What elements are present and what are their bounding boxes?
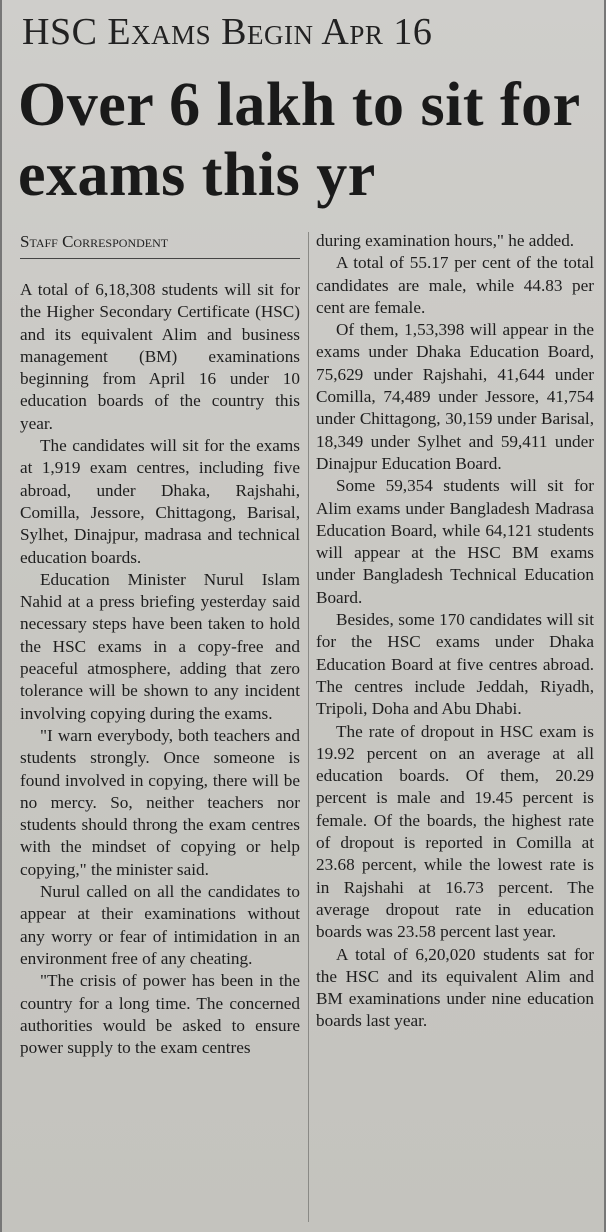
paragraph: A total of 6,20,020 students sat for the HSC and its equivalent Alim and BM examinations under nine education boards last year. — [316, 944, 594, 1031]
paragraph: The rate of dropout in HSC exam is 19.92 percent on an average at all education boards. Of them, 20.29 percent is male and 19.45 percent is female. Of the boards, the highest rate of dropout is reported in Comilla at 23.68 percent, while the lowest rate is in Rajshahi at 16.73 percent. The average dropout rate in education boards was 23.58 percent last year. — [316, 721, 594, 942]
paragraph: during examination hours," he added. — [316, 231, 575, 250]
paragraph: Of them, 1,53,398 will appear in the exams under Dhaka Education Board, 75,629 under Rajshahi, 41,644 under Comilla, 74,489 under Jessore, 41,754 under Chittagong, 30,159 under Barisal, 18,349 under Sylhet and 59,411 under Dinajpur Education Board. — [316, 320, 594, 473]
article-column-1 — [20, 279, 300, 1059]
article-headline: Over 6 lakh to sit for exams this yr — [18, 71, 580, 209]
paragraph: A total of 6,18,308 students will sit for the Higher Secondary Certificate (HSC) and its equivalent Alim and business management (BM) examinations beginning from April 16 under 10 education boards of the country this year. — [20, 280, 300, 433]
article-byline: Staff Correspondent — [20, 232, 300, 259]
paragraph: Some 59,354 students will sit for Alim exams under Bangladesh Madrasa Education Board, while 64,121 students will appear at the HSC BM exams under Bangladesh Technical Education Board. — [316, 476, 594, 607]
paragraph: "The crisis of power has been in the country for a long time. The concerned authorities would be asked to ensure power supply to the exam centres — [20, 971, 300, 1058]
paragraph: Besides, some 170 candidates will sit for the HSC exams under Dhaka Education Board at five centres abroad. The centres include Jeddah, Riyadh, Tripoli, Doha and Abu Dhabi. — [316, 610, 594, 719]
column-divider — [308, 232, 309, 1222]
paragraph: "I warn everybody, both teachers and students strongly. Once someone is found involved in copying, there will be no mercy. So, neither teachers nor students should throng the exam centres with the mindset of copying or help copying," the minister said. — [20, 725, 300, 879]
paragraph: Education Minister Nurul Islam Nahid at a press briefing yesterday said necessary steps have been taken to hold the HSC exams in a copy-free and peaceful atmosphere, adding that zero tolerance will be shown to any incident involving copying during the exams. — [20, 569, 300, 723]
article-kicker: HSC Exams Begin Apr 16 — [22, 11, 433, 53]
paragraph: A total of 55.17 per cent of the total candidates are male, while 44.83 per cent are female. — [316, 253, 594, 317]
paragraph: The candidates will sit for the exams at 1,919 exam centres, including five abroad, under Dhaka, Rajshahi, Comilla, Jessore, Chittagong, Barisal, Sylhet, Dinajpur, madrasa and technical education boards. — [20, 436, 300, 567]
paragraph: Nurul called on all the candidates to appear at their examinations without any worry or fear of intimidation in an environment free of any cheating. — [20, 882, 300, 968]
article-column-2 — [316, 230, 594, 1033]
